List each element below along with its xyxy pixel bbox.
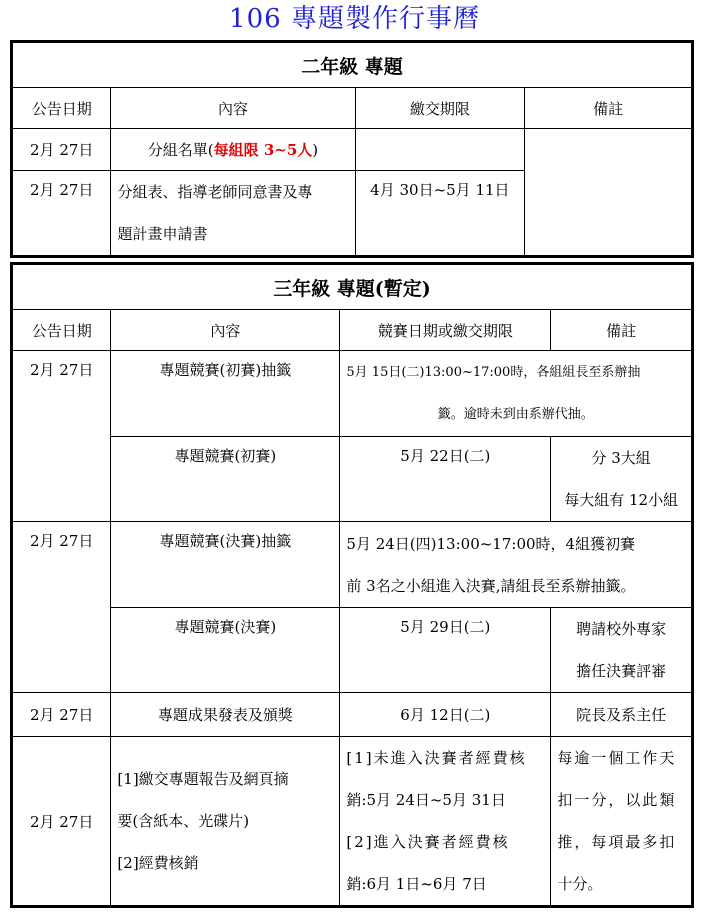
content-cell: 專題競賽(決賽) (111, 608, 340, 693)
note-cell: 每逾一個工作天 扣一分，以此類 推，每項最多扣 十分。 (551, 737, 693, 907)
header-date: 公告日期 (12, 310, 111, 351)
deadline-cell: 5月 22日(二) (340, 437, 551, 522)
announce-date: 2月 27日 (12, 129, 111, 171)
content-cell: [1]繳交專題報告及網頁摘 要(含紙本、光碟片) [2]經費核銷 (111, 737, 340, 907)
header-note: 備註 (525, 88, 693, 129)
grade2-header-row (12, 88, 693, 129)
content-cell: 專題競賽(初賽)抽籤 (111, 351, 340, 437)
note-cell: 分 3大組 每大組有 12小組 (551, 437, 693, 522)
content-cell: 分組表、指導老師同意書及專 題計畫申請書 (111, 171, 355, 257)
group-size-limit: 每組限 3~5人 (213, 141, 313, 159)
table-row (12, 693, 693, 737)
grade3-schedule-table (10, 262, 694, 908)
header-deadline: 競賽日期或繳交期限 (340, 310, 551, 351)
table-row (12, 351, 693, 437)
table-row (12, 437, 693, 522)
announce-date: 2月 27日 (12, 351, 111, 522)
table-row (12, 522, 693, 608)
header-date: 公告日期 (12, 88, 111, 129)
content-cell: 專題競賽(初賽) (111, 437, 340, 522)
grade3-header-row (12, 310, 693, 351)
deadline-cell: 4月 30日~5月 11日 (355, 171, 525, 257)
grade2-section-title: 二年級 專題 (12, 42, 693, 88)
deadline-cell: 5月 15日(二)13:00~17:00時，各組組長至系辦抽 籤。逾時未到由系辦代抽。 (340, 351, 693, 437)
header-content: 內容 (111, 310, 340, 351)
announce-date: 2月 27日 (12, 737, 111, 907)
content-cell: 專題競賽(決賽)抽籤 (111, 522, 340, 608)
content-cell: 分組名單(每組限 3~5人) (111, 129, 355, 171)
grade2-schedule-table (10, 40, 694, 258)
deadline-cell: 5月 29日(二) (340, 608, 551, 693)
announce-date: 2月 27日 (12, 171, 111, 257)
header-content: 內容 (111, 88, 355, 129)
deadline-cell: [1]未進入決賽者經費核 銷:5月 24日~5月 31日 [2]進入決賽者經費核 銷:6月 1日~6月 7日 (340, 737, 551, 907)
announce-date: 2月 27日 (12, 522, 111, 693)
header-note: 備註 (551, 310, 693, 351)
table-row (12, 608, 693, 693)
deadline-cell: 5月 24日(四)13:00~17:00時，4組獲初賽 前 3名之小組進入決賽,請組長至系辦抽籤。 (340, 522, 693, 608)
announce-date: 2月 27日 (12, 693, 111, 737)
header-deadline: 繳交期限 (355, 88, 525, 129)
table-row (12, 737, 693, 907)
table-row (12, 129, 693, 171)
note-cell: 院長及系主任 (551, 693, 693, 737)
grade3-section-title: 三年級 專題(暫定) (12, 264, 693, 310)
note-cell (525, 129, 693, 257)
note-cell: 聘請校外專家 擔任決賽評審 (551, 608, 693, 693)
deadline-cell: 6月 12日(二) (340, 693, 551, 737)
content-cell: 專題成果發表及頒獎 (111, 693, 340, 737)
page-title: 106 專題製作行事曆 (229, 4, 480, 34)
deadline-cell (355, 129, 525, 171)
